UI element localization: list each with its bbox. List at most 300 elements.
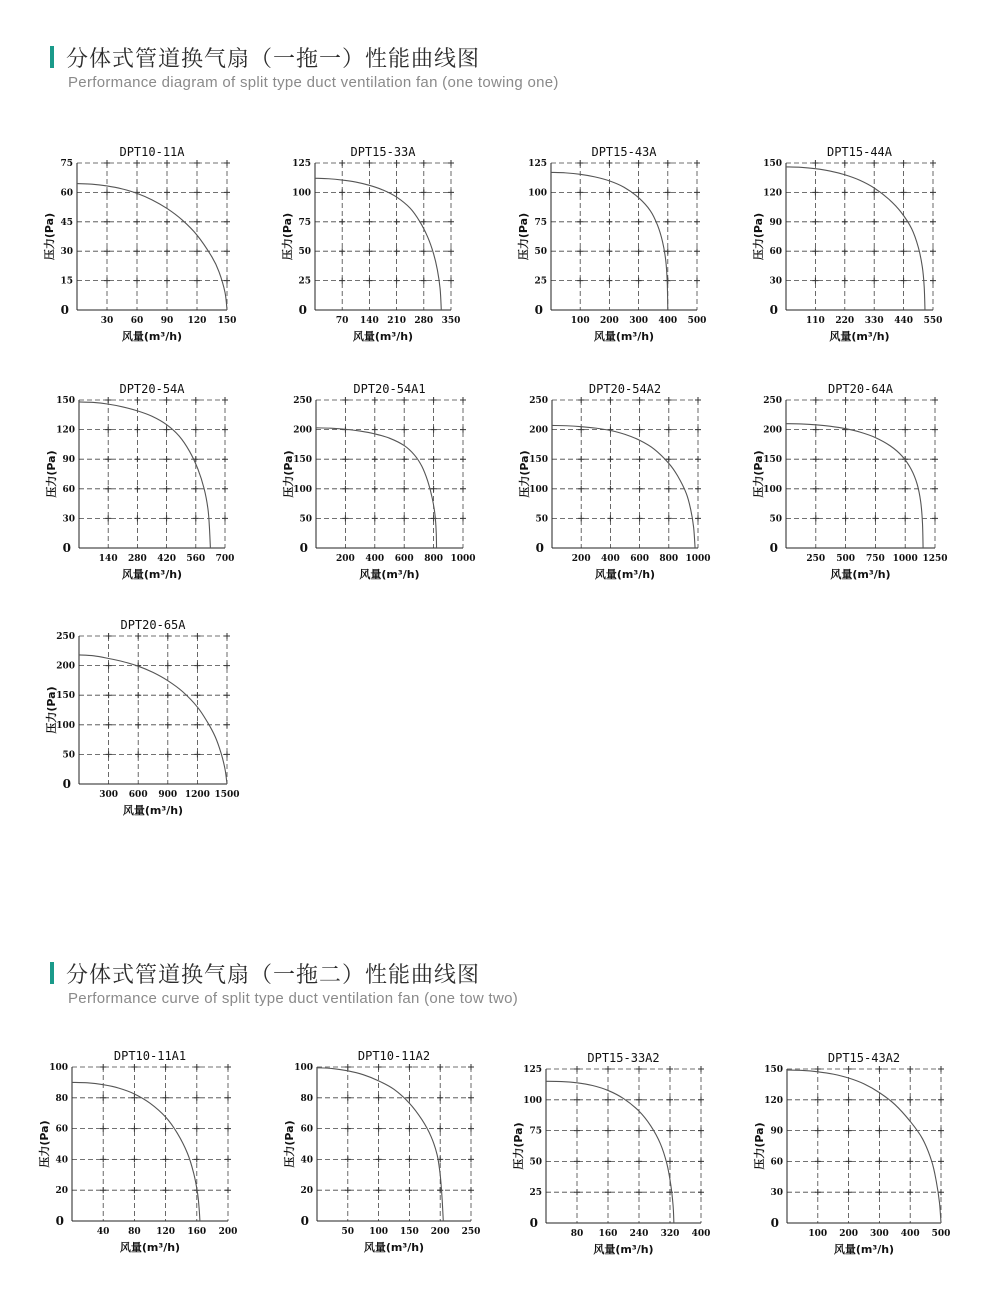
grid-intersection-mark [100,1126,106,1132]
grid-intersection-mark [577,278,583,284]
grid-intersection-mark [574,1189,580,1195]
grid-intersection-mark [194,1126,200,1132]
grid-intersection-mark [225,1126,231,1132]
y-tick-label: 75 [534,217,547,228]
grid-intersection-mark [932,486,938,492]
grid-intersection-mark [932,456,938,462]
grid-intersection-mark [164,278,170,284]
grid-intersection-mark [194,278,200,284]
grid-intersection-mark [636,160,642,166]
chart-title: DPT20-54A2 [588,382,662,396]
grid-intersection-mark [872,397,878,403]
grid-intersection-mark [194,219,200,225]
grid-intersection-mark [468,1187,474,1193]
grid-intersection-mark [105,515,111,521]
x-axis-label: 风量(m³/h) [119,1241,181,1254]
grid-intersection-mark [901,189,907,195]
grid-intersection-mark [134,427,140,433]
x-tick-label: 1000 [892,554,918,564]
x-tick-label: 1500 [214,790,240,800]
chart-title: DPT15-33A [350,145,416,159]
y-tick-label: 125 [292,159,311,169]
grid-intersection-mark [135,692,141,698]
y-tick-label: 15 [60,276,73,287]
grid-intersection-mark [637,427,643,433]
grid-intersection-mark [339,248,345,254]
grid-intersection-mark [636,219,642,225]
x-tick-label: 100 [808,1229,828,1239]
grid-intersection-mark [193,427,199,433]
grid-intersection-mark [872,515,878,521]
grid-intersection-mark [637,456,643,462]
grid-intersection-mark [165,663,171,669]
y-tick-label: 250 [293,396,312,406]
grid-intersection-mark [901,160,907,166]
x-tick-label: 120 [187,316,207,326]
x-tick-label: 300 [629,316,648,326]
grid-intersection-mark [105,486,111,492]
grid-intersection-mark [164,189,170,195]
grid-intersection-mark [225,1095,231,1101]
grid-intersection-mark [637,486,643,492]
grid-intersection-mark [578,427,584,433]
grid-intersection-mark [342,397,348,403]
grid-intersection-mark [902,515,908,521]
grid-intersection-mark [372,397,378,403]
grid-intersection-mark [222,397,228,403]
grid-intersection-mark [607,397,613,403]
performance-curve [77,184,227,310]
grid-intersection-mark [694,219,700,225]
grid-intersection-mark [636,1128,642,1134]
x-tick-label: 140 [360,316,379,326]
grid-intersection-mark [225,1156,231,1162]
performance-chart [258,376,477,592]
grid-intersection-mark [394,189,400,195]
x-tick-label: 1000 [685,554,711,564]
x-tick-label: 600 [128,790,148,800]
grid-intersection-mark [813,486,819,492]
grid-intersection-mark [574,1128,580,1134]
performance-chart [19,139,241,354]
grid-intersection-mark [636,189,642,195]
performance-chart [488,1045,715,1267]
grid-intersection-mark [193,515,199,521]
grid-intersection-mark [106,751,112,757]
y-tick-label: 90 [770,1126,783,1137]
grid-intersection-mark [345,1187,351,1193]
x-tick-label: 50 [341,1227,355,1237]
grid-intersection-mark [372,486,378,492]
grid-intersection-mark [901,219,907,225]
grid-intersection-mark [876,1128,882,1134]
performance-curve [552,425,695,548]
grid-intersection-mark [194,1095,200,1101]
grid-intersection-mark [607,456,613,462]
origin-label: 0 [770,1216,779,1230]
chart-title: DPT20-64A [827,382,894,396]
grid-intersection-mark [842,248,848,254]
y-tick-label: 100 [528,188,547,199]
grid-intersection-mark [134,486,140,492]
grid-intersection-mark [574,1097,580,1103]
x-tick-label: 200 [839,1229,858,1239]
grid-intersection-mark [574,1158,580,1164]
y-tick-label: 50 [534,247,547,258]
grid-intersection-mark [131,1064,137,1070]
grid-intersection-mark [578,486,584,492]
grid-intersection-mark [165,633,171,639]
y-tick-label: 60 [770,1157,783,1168]
grid-intersection-mark [932,515,938,521]
grid-intersection-mark [100,1095,106,1101]
x-tick-label: 200 [218,1227,238,1237]
grid-intersection-mark [694,189,700,195]
origin-label: 0 [769,541,778,555]
grid-intersection-mark [164,486,170,492]
y-tick-label: 45 [60,217,73,228]
grid-intersection-mark [345,1126,351,1132]
y-axis-label: 压力(Pa) [753,1122,766,1170]
grid-intersection-mark [194,751,200,757]
grid-intersection-mark [105,427,111,433]
grid-intersection-mark [224,219,230,225]
grid-intersection-mark [339,278,345,284]
grid-intersection-mark [104,189,110,195]
grid-intersection-mark [938,1066,944,1072]
y-tick-label: 100 [49,1063,68,1073]
y-tick-label: 100 [292,188,311,199]
y-axis-label: 压力(Pa) [752,212,765,261]
x-tick-label: 220 [835,316,855,326]
grid-intersection-mark [376,1126,382,1132]
y-tick-label: 75 [529,1126,542,1137]
grid-intersection-mark [163,1156,169,1162]
x-tick-label: 1250 [922,554,948,564]
grid-intersection-mark [163,1064,169,1070]
chart-title: DPT15-44A [826,145,893,159]
performance-curve [79,655,227,784]
x-tick-label: 750 [866,554,885,564]
grid-intersection-mark [106,692,112,698]
x-axis-label: 风量(m³/h) [359,568,420,581]
grid-intersection-mark [406,1064,412,1070]
x-tick-label: 700 [215,554,235,564]
y-tick-label: 120 [764,1095,783,1106]
grid-intersection-mark [105,397,111,403]
grid-intersection-mark [577,160,583,166]
x-tick-label: 300 [99,790,118,800]
grid-intersection-mark [607,515,613,521]
grid-intersection-mark [812,248,818,254]
x-axis-label: 风量(m³/h) [830,568,891,581]
x-axis-label: 风量(m³/h) [352,330,414,343]
performance-curve [317,1068,443,1221]
grid-intersection-mark [431,427,437,433]
y-tick-label: 150 [56,691,75,702]
y-axis-label: 压力(Pa) [281,212,294,261]
grid-intersection-mark [698,1097,704,1103]
grid-intersection-mark [194,663,200,669]
grid-intersection-mark [636,1158,642,1164]
y-tick-label: 30 [60,247,73,258]
grid-intersection-mark [930,160,936,166]
grid-intersection-mark [813,456,819,462]
x-axis-label: 风量(m³/h) [121,330,183,343]
x-tick-label: 240 [629,1229,649,1239]
grid-intersection-mark [194,1156,200,1162]
y-tick-label: 120 [56,425,75,436]
grid-intersection-mark [901,248,907,254]
grid-intersection-mark [406,1156,412,1162]
grid-intersection-mark [345,1095,351,1101]
grid-intersection-mark [666,397,672,403]
grid-intersection-mark [448,219,454,225]
grid-intersection-mark [694,248,700,254]
grid-intersection-mark [842,278,848,284]
grid-intersection-mark [846,1128,852,1134]
grid-intersection-mark [902,486,908,492]
y-tick-label: 25 [529,1188,542,1199]
performance-chart [493,139,711,354]
grid-intersection-mark [605,1158,611,1164]
grid-intersection-mark [901,278,907,284]
grid-intersection-mark [372,427,378,433]
y-axis-label: 压力(Pa) [752,450,765,498]
y-axis-label: 压力(Pa) [518,450,531,498]
grid-intersection-mark [876,1097,882,1103]
y-tick-label: 25 [534,276,547,287]
x-tick-label: 1200 [184,790,210,800]
y-tick-label: 120 [763,188,782,199]
grid-intersection-mark [193,486,199,492]
chart-title: DPT10-11A1 [113,1049,187,1063]
grid-intersection-mark [665,219,671,225]
origin-label: 0 [534,303,543,317]
grid-intersection-mark [342,456,348,462]
x-tick-label: 900 [158,790,178,800]
grid-intersection-mark [846,1158,852,1164]
grid-intersection-mark [421,160,427,166]
x-tick-label: 300 [870,1229,889,1239]
grid-intersection-mark [667,1097,673,1103]
y-tick-label: 30 [769,276,782,287]
grid-intersection-mark [345,1064,351,1070]
x-tick-label: 320 [660,1229,680,1239]
chart-title: DPT10-11A2 [357,1049,431,1063]
grid-intersection-mark [448,160,454,166]
y-tick-label: 60 [300,1124,313,1135]
y-tick-label: 50 [298,247,311,258]
grid-intersection-mark [342,486,348,492]
grid-intersection-mark [695,486,701,492]
grid-intersection-mark [105,456,111,462]
grid-intersection-mark [372,456,378,462]
grid-intersection-mark [666,515,672,521]
y-axis-label: 压力(Pa) [283,1120,296,1168]
y-tick-label: 25 [298,276,311,287]
y-axis-label: 压力(Pa) [512,1122,525,1170]
grid-intersection-mark [164,248,170,254]
performance-chart [21,612,241,828]
x-tick-label: 420 [157,554,176,564]
x-tick-label: 600 [630,554,649,564]
y-tick-label: 75 [298,217,311,228]
grid-intersection-mark [406,1126,412,1132]
grid-intersection-mark [907,1066,913,1072]
origin-label: 0 [62,777,71,791]
grid-intersection-mark [930,219,936,225]
grid-intersection-mark [842,189,848,195]
x-tick-label: 70 [335,316,349,326]
grid-intersection-mark [366,160,372,166]
grid-intersection-mark [104,219,110,225]
y-tick-label: 20 [55,1186,68,1197]
performance-curve [316,428,437,548]
performance-chart [494,376,712,592]
grid-intersection-mark [812,219,818,225]
grid-intersection-mark [578,456,584,462]
grid-intersection-mark [165,692,171,698]
y-tick-label: 30 [770,1188,783,1199]
x-tick-label: 210 [387,316,406,326]
grid-intersection-mark [932,427,938,433]
grid-intersection-mark [134,248,140,254]
grid-intersection-mark [165,722,171,728]
grid-intersection-mark [938,1128,944,1134]
grid-intersection-mark [372,515,378,521]
grid-intersection-mark [932,397,938,403]
origin-label: 0 [299,541,308,555]
grid-intersection-mark [667,1158,673,1164]
grid-intersection-mark [164,160,170,166]
grid-intersection-mark [431,486,437,492]
grid-intersection-mark [930,248,936,254]
x-tick-label: 200 [336,554,355,564]
grid-intersection-mark [636,278,642,284]
grid-intersection-mark [437,1064,443,1070]
grid-intersection-mark [577,219,583,225]
grid-intersection-mark [100,1064,106,1070]
x-tick-label: 200 [600,316,619,326]
grid-intersection-mark [938,1158,944,1164]
grid-intersection-mark [577,189,583,195]
grid-intersection-mark [224,278,230,284]
grid-intersection-mark [134,515,140,521]
grid-intersection-mark [813,397,819,403]
grid-intersection-mark [224,663,230,669]
y-tick-label: 50 [62,750,75,761]
section-accent-bar [50,46,54,68]
grid-intersection-mark [636,1066,642,1072]
x-axis-label: 风量(m³/h) [122,804,184,817]
x-tick-label: 200 [430,1227,450,1237]
section-title-en: Performance curve of split type duct ventilation fan (one tow two) [68,990,519,1007]
performance-curve [546,1081,674,1223]
grid-intersection-mark [193,397,199,403]
y-tick-label: 100 [293,484,312,495]
y-tick-label: 50 [529,1157,542,1168]
x-tick-label: 80 [128,1227,141,1237]
grid-intersection-mark [448,189,454,195]
grid-intersection-mark [698,1158,704,1164]
grid-intersection-mark [665,160,671,166]
y-tick-label: 150 [56,396,75,406]
grid-intersection-mark [468,1126,474,1132]
grid-intersection-mark [131,1095,137,1101]
chart-title: DPT10-11A [119,145,185,159]
grid-intersection-mark [813,515,819,521]
grid-intersection-mark [578,397,584,403]
grid-intersection-mark [366,278,372,284]
x-axis-label: 风量(m³/h) [594,568,656,581]
x-tick-label: 250 [461,1227,481,1237]
y-tick-label: 30 [62,514,75,525]
grid-intersection-mark [225,1187,231,1193]
y-tick-label: 60 [55,1124,68,1135]
y-tick-label: 40 [300,1155,313,1166]
grid-intersection-mark [815,1128,821,1134]
grid-intersection-mark [131,1187,137,1193]
grid-intersection-mark [394,160,400,166]
chart-title: DPT15-43A [591,145,657,159]
chart-title: DPT15-33A2 [587,1051,660,1065]
grid-intersection-mark [843,486,849,492]
y-axis-label: 压力(Pa) [45,450,58,498]
grid-intersection-mark [902,397,908,403]
performance-chart [257,139,465,354]
grid-intersection-mark [637,397,643,403]
grid-intersection-mark [421,278,427,284]
grid-intersection-mark [134,278,140,284]
grid-intersection-mark [876,1066,882,1072]
x-tick-label: 1000 [450,554,476,564]
grid-intersection-mark [665,189,671,195]
grid-intersection-mark [606,189,612,195]
grid-intersection-mark [606,278,612,284]
grid-intersection-mark [813,427,819,433]
grid-intersection-mark [605,1066,611,1072]
grid-intersection-mark [930,278,936,284]
y-axis-label: 压力(Pa) [43,212,56,261]
origin-label: 0 [62,541,71,555]
performance-chart [729,1045,955,1267]
grid-intersection-mark [134,456,140,462]
grid-intersection-mark [695,397,701,403]
grid-intersection-mark [871,189,877,195]
grid-intersection-mark [222,515,228,521]
y-tick-label: 100 [529,484,548,495]
grid-intersection-mark [907,1128,913,1134]
performance-chart [728,376,949,592]
y-tick-label: 50 [299,514,312,525]
grid-intersection-mark [421,248,427,254]
x-tick-label: 80 [570,1229,584,1239]
grid-intersection-mark [401,515,407,521]
grid-intersection-mark [872,427,878,433]
grid-intersection-mark [194,722,200,728]
grid-intersection-mark [606,160,612,166]
x-tick-label: 150 [217,316,237,326]
grid-intersection-mark [876,1158,882,1164]
grid-intersection-mark [401,486,407,492]
y-tick-label: 75 [60,159,73,169]
x-tick-label: 800 [659,554,679,564]
grid-intersection-mark [938,1097,944,1103]
grid-intersection-mark [194,692,200,698]
y-axis-label: 压力(Pa) [38,1120,51,1168]
x-tick-label: 280 [128,554,147,564]
